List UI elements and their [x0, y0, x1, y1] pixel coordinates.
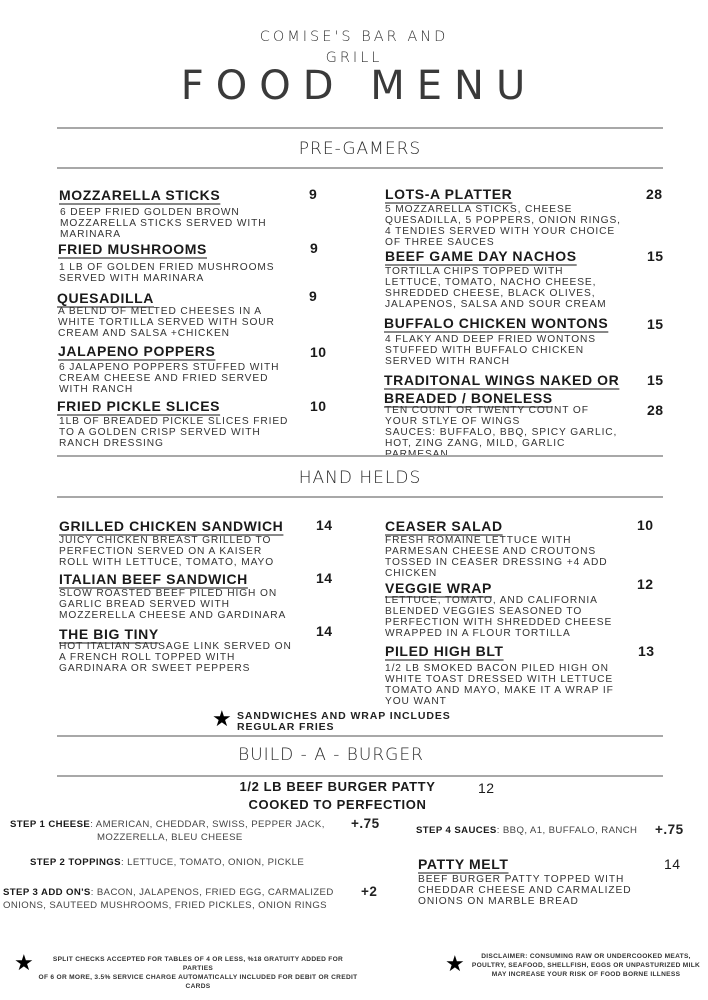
- item-price: 10: [310, 398, 327, 414]
- section-title-burger: BUILD - A - BURGER: [238, 745, 424, 765]
- item-name: CEASER SALAD: [385, 518, 503, 534]
- step4-sauces: STEP 4 SAUCES: BBQ, A1, BUFFALO, RANCH: [416, 825, 638, 836]
- divider: [57, 775, 663, 777]
- item-name: BEEF GAME DAY NACHOS: [385, 248, 577, 264]
- food-safety-disclaimer: DISCLAIMER: CONSUMING RAW OR UNDERCOOKED MEATS, POULTRY, SEAFOOD, SHELLFISH, EGGS OR UNPASTURIZED MILK MAY INCREASE YOUR RISK OF FOOD BORNE ILLNESS: [471, 953, 701, 978]
- item-description: TORTILLA CHIPS TOPPED WITH LETTUCE, TOMATO, NACHO CHEESE, SHREDDED CHEESE, BLACK OLIVES, JALAPENOS, SALSA AND SOUR CREAM: [385, 266, 607, 310]
- divider: [57, 735, 663, 737]
- step4-price: +.75: [655, 822, 684, 837]
- item-description: 1LB OF BREADED PICKLE SLICES FRIED TO A GOLDEN CRISP SERVED WITH RANCH DRESSING: [59, 416, 289, 449]
- item-name: JALAPENO POPPERS: [58, 343, 216, 359]
- item-price: 13: [638, 643, 655, 659]
- item-price: 14: [316, 623, 333, 639]
- item-description: 1/2 LB SMOKED BACON PILED HIGH ON WHITE TOAST DRESSED WITH LETTUCE TOMATO AND MAYO, MAKE IT A WRAP IF YOU WANT: [385, 663, 614, 707]
- item-price: 9: [309, 288, 318, 304]
- item-description: JUICY CHICKEN BREAST GRILLED TO PERFECTION SERVED ON A KAISER ROLL WITH LETTUCE, TOMATO, MAYO: [59, 535, 275, 568]
- item-price: 28: [646, 186, 663, 202]
- item-price: 15: [647, 372, 664, 388]
- section-title-pregamers: PRE-GAMERS: [298, 139, 422, 159]
- item-price: 15: [647, 248, 664, 264]
- star-icon: ★: [212, 706, 232, 731]
- item-name: GRILLED CHICKEN SANDWICH: [59, 518, 284, 534]
- item-description: 6 DEEP FRIED GOLDEN BROWN MOZZARELLA STICKS SERVED WITH MARINARA: [60, 207, 267, 240]
- divider: [57, 455, 663, 457]
- item-price: 9: [309, 186, 318, 202]
- item-description: 1 LB OF GOLDEN FRIED MUSHROOMS SERVED WITH MARINARA: [59, 262, 275, 284]
- item-price: 14: [664, 856, 681, 872]
- item-name: THE BIG TINY: [59, 626, 159, 642]
- item-description: 6 JALAPENO POPPERS STUFFED WITH CREAM CHEESE AND FRIED SERVED WITH RANCH: [59, 362, 280, 395]
- step3-addons: STEP 3 ADD ON'S: BACON, JALAPENOS, FRIED EGG, CARMALIZED: [3, 887, 334, 898]
- item-name: FRIED PICKLE SLICES: [57, 398, 221, 414]
- item-description: TEN COUNT OR TWENTY COUNT OF YOUR STLYE OF WINGS SAUCES: BUFFALO, BBQ, SPICY GARLIC, HOT, ZING ZANG, MILD, GARLIC PARMESAN: [385, 405, 618, 460]
- item-price: 15: [647, 316, 664, 332]
- star-icon: ★: [445, 951, 465, 976]
- item-price-alt: 28: [647, 402, 664, 418]
- divider: [57, 496, 663, 498]
- burger-price: 12: [478, 780, 495, 796]
- divider: [57, 167, 663, 169]
- item-name: BUFFALO CHICKEN WONTONS: [384, 315, 609, 331]
- item-description: 4 FLAKY AND DEEP FRIED WONTONS STUFFED WITH BUFFALO CHICKEN SERVED WITH RANCH: [385, 334, 596, 367]
- item-description: A BELND OF MELTED CHEESES IN A WHITE TORTILLA SERVED WITH SOUR CREAM AND SALSA +CHICKEN: [58, 306, 275, 339]
- star-icon: ★: [14, 950, 34, 975]
- item-name: LOTS-A PLATTER: [385, 186, 513, 202]
- split-checks-policy: SPLIT CHECKS ACCEPTED FOR TABLES OF 4 OR LESS, %18 GRATUITY ADDED FOR PARTIES OF 6 OR MORE, 3.5% SERVICE CHARGE AUTOMATICALLY INCLUDED FOR DEBIT OR CREDIT CARDS: [38, 956, 358, 990]
- item-name-continued: BREADED / BONELESS: [384, 390, 553, 406]
- item-price: 12: [637, 576, 654, 592]
- item-name: QUESADILLA: [57, 290, 154, 306]
- item-name: MOZZARELLA STICKS: [59, 187, 221, 203]
- item-price: 14: [316, 570, 333, 586]
- item-description: HOT ITALIAN SAUSAGE LINK SERVED ON A FRENCH ROLL TOPPED WITH GARDINARA OR SWEET PEPPERS: [59, 641, 292, 674]
- page-title: FOOD MENU: [180, 63, 538, 109]
- item-name: PATTY MELT: [418, 856, 509, 872]
- item-name: TRADITONAL WINGS NAKED OR: [384, 372, 620, 388]
- burger-base: 1/2 LB BEEF BURGER PATTY COOKED TO PERFECTION: [239, 779, 436, 812]
- fries-note: SANDWICHES AND WRAP INCLUDES REGULAR FRIES: [237, 710, 451, 733]
- item-name: PILED HIGH BLT: [385, 643, 504, 659]
- step1-cheese-cont: MOZZERELLA, BLEU CHEESE: [97, 832, 243, 843]
- restaurant-name-line1: COMISE'S BAR AND: [259, 29, 449, 45]
- step2-toppings: STEP 2 TOPPINGS: LETTUCE, TOMATO, ONION, PICKLE: [30, 857, 305, 868]
- step3-addons-cont: ONIONS, SAUTEED MUSHROOMS, FRIED PICKLES, ONION RINGS: [3, 900, 327, 911]
- item-description: SLOW ROASTED BEEF PILED HIGH ON GARLIC BREAD SERVED WITH MOZZERELLA CHEESE AND GARDINARA: [59, 588, 287, 621]
- item-price: 10: [310, 344, 327, 360]
- step1-price: +.75: [351, 816, 380, 831]
- item-description: FRESH ROMAINE LETTUCE WITH PARMESAN CHEESE AND CROUTONS TOSSED IN CEASER DRESSING +4 ADD CHICKEN: [385, 535, 608, 579]
- item-price: 14: [316, 517, 333, 533]
- step3-price: +2: [361, 884, 378, 899]
- item-name: ITALIAN BEEF SANDWICH: [59, 571, 248, 587]
- item-description: BEEF BURGER PATTY TOPPED WITH CHEDDAR CHEESE AND CARMALIZED ONIONS ON MARBLE BREAD: [418, 874, 632, 907]
- divider: [57, 127, 663, 129]
- item-price: 10: [637, 517, 654, 533]
- step1-cheese: STEP 1 CHEESE: AMERICAN, CHEDDAR, SWISS, PEPPER JACK,: [10, 819, 325, 830]
- item-price: 9: [310, 240, 319, 256]
- item-description: 5 MOZZARELLA STICKS, CHEESE QUESADILLA, 5 POPPERS, ONION RINGS, 4 TENDIES SERVED WITH YOUR CHOICE OF THREE SAUCES: [385, 204, 621, 248]
- item-name: FRIED MUSHROOMS: [58, 241, 207, 257]
- item-name: VEGGIE WRAP: [385, 580, 492, 596]
- item-description: LETTUCE, TOMATO, AND CALIFORNIA BLENDED VEGGIES SEASONED TO PERFECTION WITH SHREDDED CHEESE WRAPPED IN A FLOUR TORTILLA: [385, 595, 613, 639]
- restaurant-name-line2: GRILL: [325, 50, 383, 66]
- section-title-handhelds: HAND HELDS: [298, 468, 422, 488]
